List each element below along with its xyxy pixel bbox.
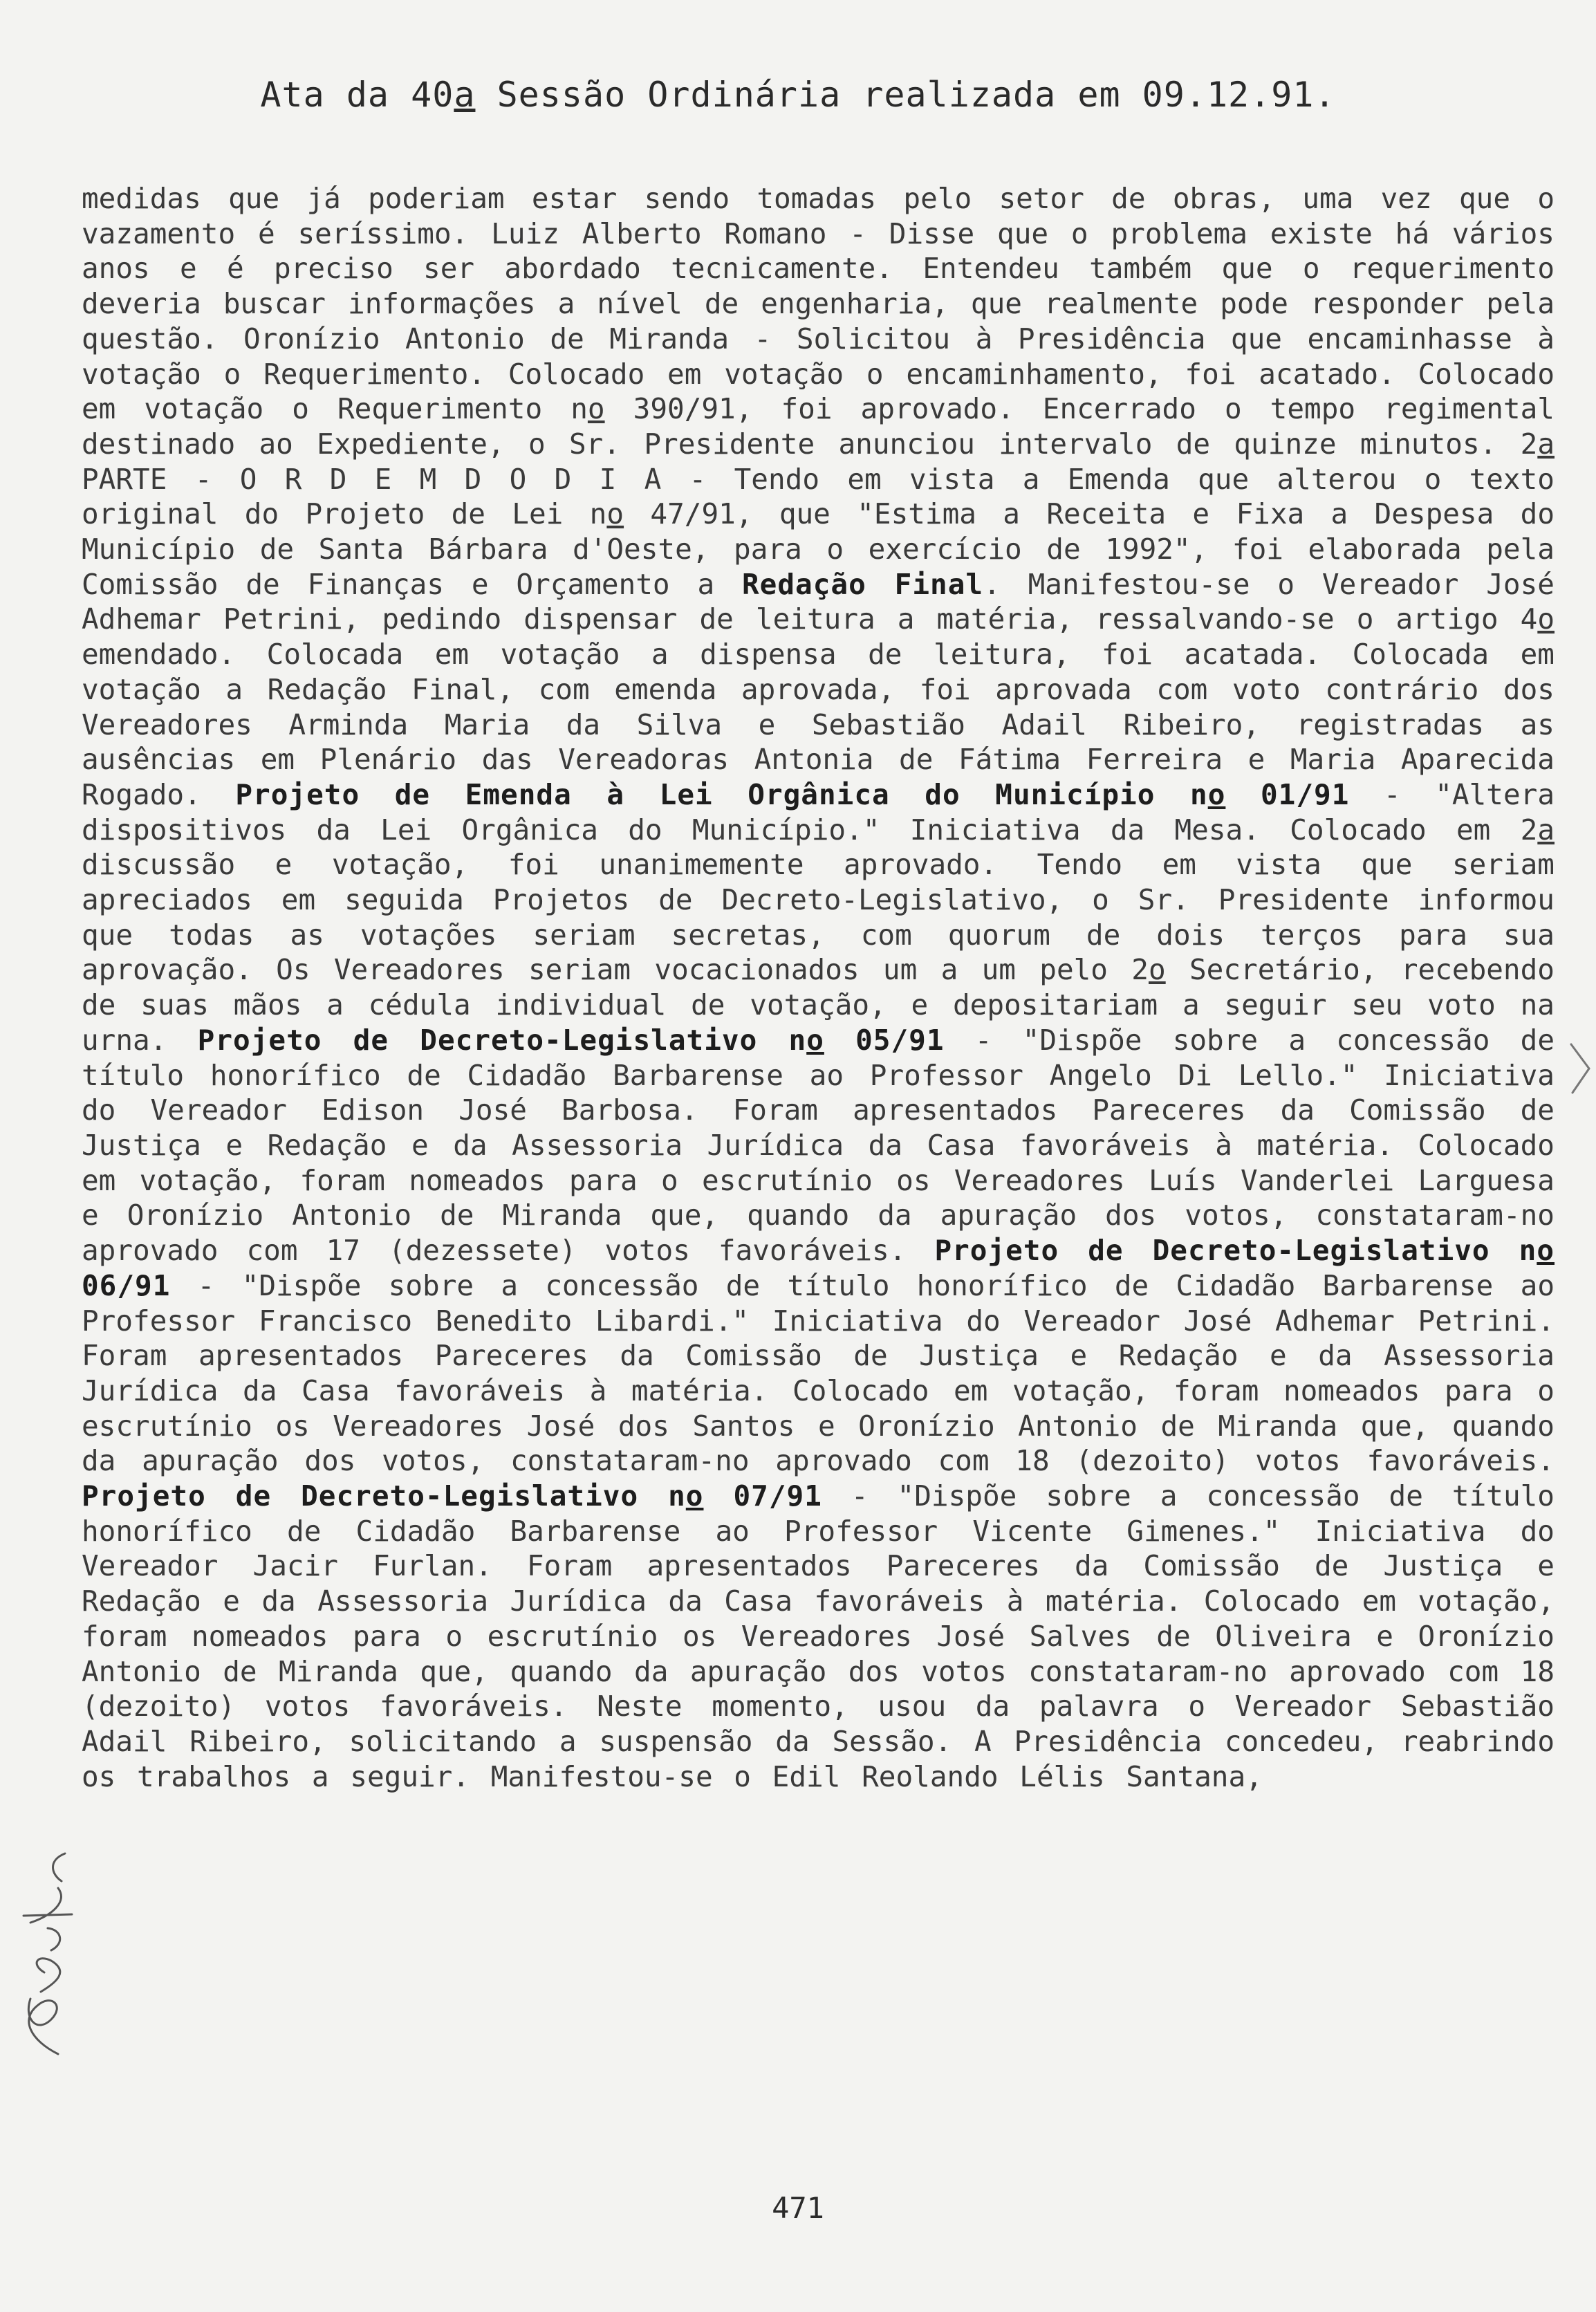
document-title: Ata da 40a Sessão Ordinária realizada em 09.12.91. (260, 75, 1336, 115)
minutes-body-text: medidas que já poderiam estar sendo tomadas pelo setor de obras, uma vez que o vazamento é seríssimo. Luiz Alberto Romano - Disse que o problema existe há vários anos e é preciso ser abordado tecnicamente. Entendeu também que o requerimento deveria buscar informações a nível de engenharia, que realmente pode responder pela questão. Oronízio Antonio de Miranda - Solicitou à Presidência que encaminhasse à votação o Requerimento. Colocado em votação o encaminhamento, foi acatado. Colocado em votação o Requerimento no 390/91, foi aprovado. Encerrado o tempo regimental destinado ao Expediente, o Sr. Presidente anunciou intervalo de quinze minutos. 2a PARTE - O R D E M D O D I A - Tendo em vista a Emenda que alterou o texto original do Projeto de Lei no 47/91, que "Estima a Receita e Fixa a Despesa do Município de Santa Bárbara d'Oeste, para o exercício de 1992", foi elaborada pela Comissão de Finanças e Orçamento a Redação Final. Manifestou-se o Vereador José Adhemar Petrini, pedindo dispensar de leitura a matéria, ressalvando-se o artigo 4o emendado. Colocada em votação a dispensa de leitura, foi acatada. Colocada em votação a Redação Final, com emenda aprovada, foi aprovada com voto contrário dos Vereadores Arminda Maria da Silva e Sebastião Adail Ribeiro, registradas as ausências em Plenário das Vereadoras Antonia de Fátima Ferreira e Maria Aparecida Rogado. Projeto de Emenda à Lei Orgânica do Município no 01/91 - "Altera dispositivos da Lei Orgânica do Município." Iniciativa da Mesa. Colocado em 2a discussão e votação, foi unanimemente aprovado. Tendo em vista que seriam apreciados em seguida Projetos de Decreto-Legislativo, o Sr. Presidente informou que todas as votações seriam secretas, com quorum de dois terços para sua aprovação. Os Vereadores seriam vocacionados um a um pelo 2o Secretário, recebendo de suas mãos a cédula individual de votação, e depositariam a seguir seu voto na urna. Projeto de Decreto-Legislativo no 05/91 - "Dispõe sobre a concessão de título honorífico de Cidadão Barbarense ao Professor Angelo Di Lello." Iniciativa do Vereador Edison José Barbosa. Foram apresentados Pareceres da Comissão de Justiça e Redação e da Assessoria Jurídica da Casa favoráveis à matéria. Colocado em votação, foram nomeados para o escrutínio os Vereadores Luís Vanderlei Larguesa e Oronízio Antonio de Miranda que, quando da apuração dos votos, constataram-no aprovado com 17 (dezessete) votos favoráveis. Projeto de Decreto-Legislativo no 06/91 - "Dispõe sobre a concessão de título honorífico de Cidadão Barbarense ao Professor Francisco Benedito Libardi." Iniciativa do Vereador José Adhemar Petrini. Foram apresentados Pareceres da Comissão de Justiça e Redação e da Assessoria Jurídica da Casa favoráveis à matéria. Colocado em votação, foram nomeados para o escrutínio os Vereadores José dos Santos e Oronízio Antonio de Miranda que, quando da apuração dos votos, constataram-no aprovado com 18 (dezoito) votos favoráveis. Projeto de Decreto-Legislativo no 07/91 - "Dispõe sobre a concessão de título honorífico de Cidadão Barbarense ao Professor Vicente Gimenes." Iniciativa do Vereador Jacir Furlan. Foram apresentados Pareceres da Comissão de Justiça e Redação e da Assessoria Jurídica da Casa favoráveis à matéria. Colocado em votação, foram nomeados para o escrutínio os Vereadores José Salves de Oliveira e Oronízio Antonio de Miranda que, quando da apuração dos votos constataram-no aprovado com 18 (dezoito) votos favoráveis. Neste momento, usou da palavra o Vereador Sebastião Adail Ribeiro, solicitando a suspensão da Sessão. A Presidência concedeu, reabrindo os trabalhos a seguir. Manifestou-se o Edil Reolando Lélis Santana, (82, 182, 1555, 1793)
margin-mark (1568, 1037, 1596, 1100)
page-number: 471 (772, 2191, 824, 2225)
handwritten-signature (10, 1812, 86, 2061)
